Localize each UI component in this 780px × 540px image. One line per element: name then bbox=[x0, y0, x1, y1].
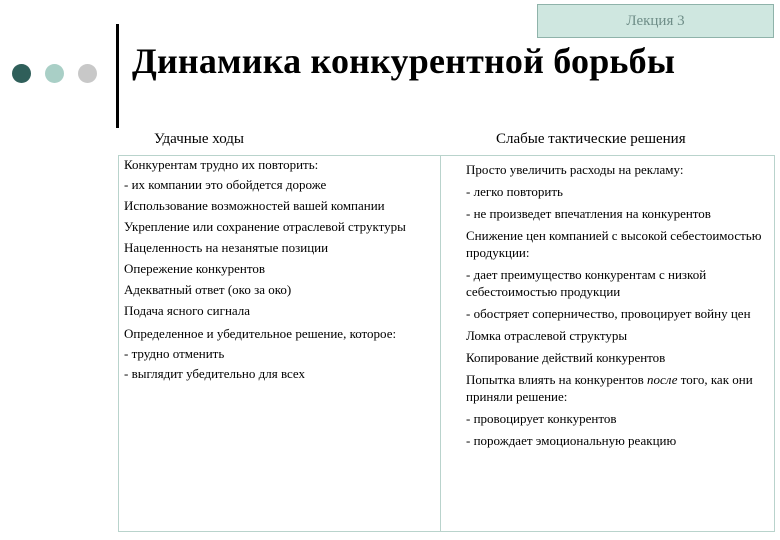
page-title: Динамика конкурентной борьбы bbox=[132, 41, 676, 81]
list-item: - дает преимущество конкурентам с низкой себестоимостью продукции bbox=[466, 267, 707, 299]
left-column-header: Удачные ходы bbox=[154, 131, 244, 147]
dot-dark bbox=[12, 64, 31, 83]
list-item: Копирование действий конкурентов bbox=[466, 350, 666, 365]
right-column bbox=[466, 156, 772, 449]
list-item: Конкурентам трудно их повторить: bbox=[124, 157, 319, 172]
list-item: Опережение конкурентов bbox=[124, 261, 266, 276]
list-item: - легко повторить bbox=[466, 184, 563, 199]
title-divider bbox=[116, 24, 119, 128]
list-item: - порождает эмоциональную реакцию bbox=[466, 433, 677, 448]
list-item: Использование возможностей вашей компании bbox=[124, 198, 385, 213]
list-item: Нацеленность на незанятые позиции bbox=[124, 240, 329, 255]
list-item: - трудно отменить bbox=[124, 346, 225, 361]
list-item: - обостряет соперничество, провоцирует войну цен bbox=[466, 306, 751, 321]
list-item: - выглядит убедительно для всех bbox=[124, 366, 306, 381]
column-divider bbox=[440, 156, 441, 531]
item-text: Попытка влиять на конкурентов bbox=[466, 372, 647, 387]
left-column bbox=[124, 156, 432, 382]
list-item: - их компании это обойдется дороже bbox=[124, 177, 327, 192]
lecture-label: Лекция 3 bbox=[537, 4, 774, 38]
list-item bbox=[466, 371, 772, 405]
list-item: Адекватный ответ (око за око) bbox=[124, 282, 292, 297]
list-item: Ломка отраслевой структуры bbox=[466, 328, 628, 343]
list-item: Снижение цен компанией с высокой себестоимостью продукции: bbox=[466, 228, 762, 260]
list-item: - провоцирует конкурентов bbox=[466, 411, 617, 426]
list-item: Определенное и убедительное решение, которое: bbox=[124, 326, 397, 341]
emphasis-text: после bbox=[647, 372, 678, 387]
decor-dots bbox=[12, 64, 97, 83]
dot-teal bbox=[45, 64, 64, 83]
right-column-header: Слабые тактические решения bbox=[496, 131, 686, 147]
list-item: Просто увеличить расходы на рекламу: bbox=[466, 162, 684, 177]
list-item: Подача ясного сигнала bbox=[124, 303, 251, 318]
list-item: Укрепление или сохранение отраслевой структуры bbox=[124, 219, 406, 234]
list-item: - не произведет впечатления на конкурентов bbox=[466, 206, 711, 221]
item-text: того, как они приняли решение: bbox=[466, 372, 753, 404]
dot-gray bbox=[78, 64, 97, 83]
